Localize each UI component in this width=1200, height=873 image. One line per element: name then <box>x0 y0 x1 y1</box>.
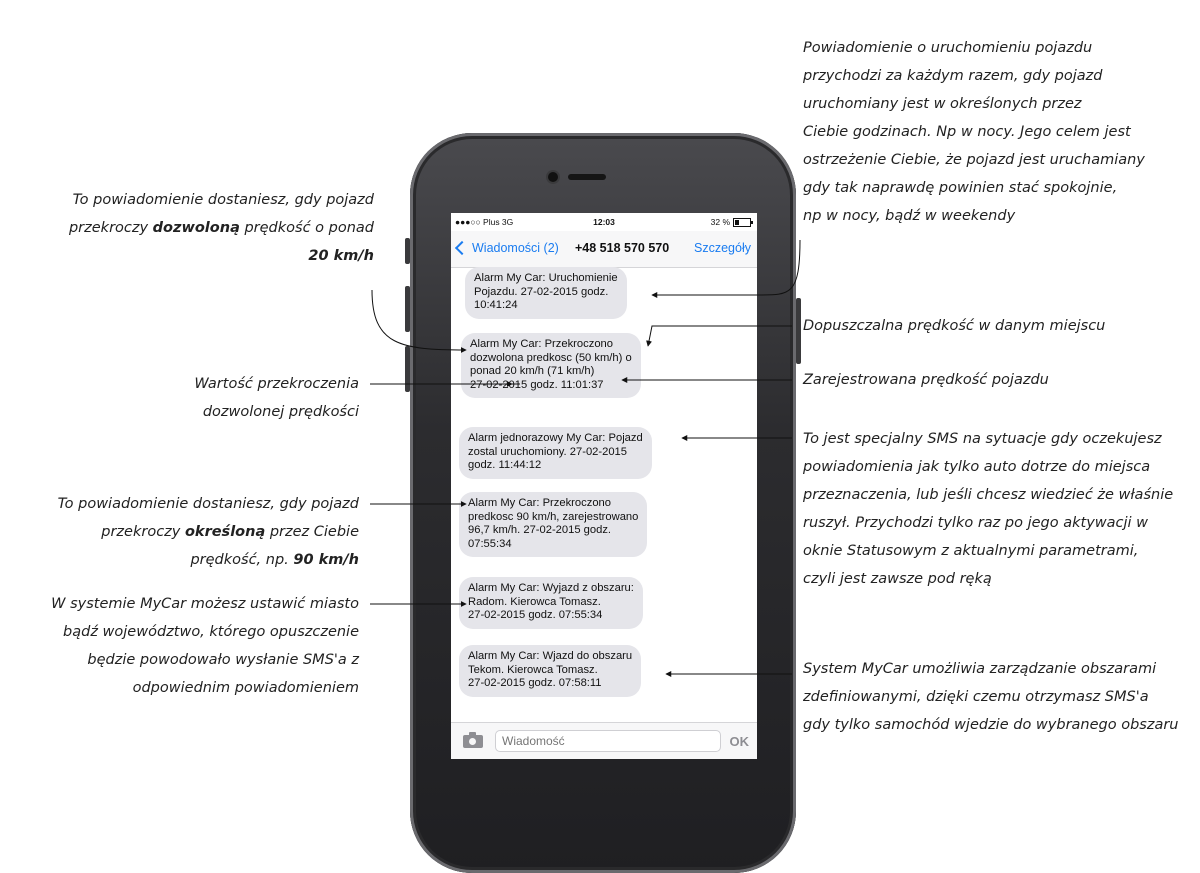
annotation-line: Wartość przekroczenia <box>194 376 359 392</box>
annotation-line: bądź województwo, którego opuszczenie <box>63 624 359 640</box>
leader-startup <box>652 240 800 295</box>
annotation-text: przekroczy <box>68 220 153 236</box>
leader-speed-exceed <box>372 290 466 350</box>
annotation-custom-speed <box>58 490 359 574</box>
send-button[interactable]: OK <box>729 734 749 749</box>
annotation-registered-speed: Zarejestrowana prędkość pojazdu <box>803 372 1049 388</box>
annotation-line: przychodzi za każdym razem, gdy pojazd <box>803 68 1103 84</box>
annotation-text: przekroczy <box>101 524 185 540</box>
annotation-allowed-speed: Dopuszczalna prędkość w danym miejscu <box>803 318 1106 334</box>
annotation-line: To jest specjalny SMS na sytuacje gdy oczekujesz <box>803 431 1162 447</box>
annotation-line: dozwolonej prędkości <box>202 404 359 420</box>
annotation-line <box>58 518 359 546</box>
annotation-line <box>69 214 374 242</box>
annotation-line: przeznaczenia, lub jeśli chcesz wiedzieć że właśnie <box>803 487 1174 503</box>
clock: 12:03 <box>593 217 615 227</box>
annotation-line: zdefiniowanymi, dzięki czemu otrzymasz SMS'a <box>803 689 1149 705</box>
message-bubble[interactable]: Alarm My Car: Przekroczono predkosc 90 km/h, zarejestrowano 96,7 km/h. 27-02-2015 godz. 07:55:34 <box>459 492 647 557</box>
annotation-text: prędkość, np. <box>190 552 294 568</box>
message-bubble[interactable]: Alarm My Car: Wyjazd z obszaru: Radom. Kierowca Tomasz. 27-02-2015 godz. 07:55:34 <box>459 577 643 629</box>
annotation-exceed-value <box>194 370 359 426</box>
carrier-label: ●●●○○ Plus 3G <box>455 217 514 227</box>
annotation-line: W systemie MyCar możesz ustawić miasto <box>51 596 359 612</box>
conversation-title: +48 518 570 570 <box>575 241 670 255</box>
annotation-line: gdy tak naprawdę powinien stać spokojnie, <box>803 180 1118 196</box>
annotation-line: oknie Statusowym z aktualnymi parametrami, <box>803 543 1139 559</box>
annotation-text: przez Ciebie <box>265 524 359 540</box>
annotation-line: ruszył. Przychodzi tylko raz po jego aktywacji w <box>803 515 1149 531</box>
leader-allowed-speed <box>648 326 792 346</box>
annotation-line: System MyCar umożliwia zarządzanie obszarami <box>803 661 1157 677</box>
message-bubble[interactable]: Alarm My Car: Przekroczono dozwolona predkosc (50 km/h) o ponad 20 km/h (71 km/h) 27-02-2015 godz. 11:01:37 <box>461 333 641 398</box>
annotation-line: powiadomienia jak tylko auto dotrze do miejsca <box>803 459 1151 475</box>
annotation-speed-exceed <box>69 186 374 270</box>
annotation-line: Powiadomienie o uruchomieniu pojazdu <box>803 40 1093 56</box>
annotation-startup <box>803 34 1145 230</box>
details-button[interactable]: Szczegóły <box>694 241 751 255</box>
annotation-line: To powiadomienie dostaniesz, gdy pojazd <box>72 192 374 208</box>
annotation-emphasis: 20 km/h <box>308 248 374 264</box>
annotation-line: będzie powodowało wysłanie SMS'a z <box>87 652 359 668</box>
annotation-line: czyli jest zawsze pod ręką <box>803 571 992 587</box>
annotation-line <box>58 546 359 574</box>
annotation-line <box>69 242 374 270</box>
message-bubble[interactable]: Alarm My Car: Uruchomienie Pojazdu. 27-02-2015 godz. 10:41:24 <box>465 267 627 319</box>
annotation-line: np w nocy, bądź w weekendy <box>803 208 1016 224</box>
annotation-line: ostrzeżenie Ciebie, że pojazd jest uruchamiany <box>803 152 1145 168</box>
annotation-emphasis: 90 km/h <box>293 552 359 568</box>
annotation-emphasis: dozwoloną <box>152 220 240 236</box>
annotation-line: To powiadomienie dostaniesz, gdy pojazd <box>57 496 359 512</box>
annotation-line: gdy tylko samochód wjedzie do wybranego obszaru <box>803 717 1179 733</box>
message-bubble[interactable]: Alarm jednorazowy My Car: Pojazd zostal uruchomiony. 27-02-2015 godz. 11:44:12 <box>459 427 652 479</box>
annotation-leave-area <box>51 590 359 702</box>
battery-percent: 32 % <box>710 217 730 227</box>
annotation-line: odpowiednim powiadomieniem <box>132 680 359 696</box>
annotation-line: uruchomiany jest w określonych przez <box>803 96 1082 112</box>
annotation-special-sms <box>803 425 1173 593</box>
annotation-enter-area <box>803 655 1179 739</box>
back-button-label: Wiadomości (2) <box>472 241 559 255</box>
annotation-emphasis: określoną <box>184 524 266 540</box>
message-bubble[interactable]: Alarm My Car: Wjazd do obszaru Tekom. Kierowca Tomasz. 27-02-2015 godz. 07:58:11 <box>459 645 641 697</box>
annotation-text: prędkość o ponad <box>239 220 374 236</box>
annotation-line: Ciebie godzinach. Np w nocy. Jego celem jest <box>803 124 1131 140</box>
